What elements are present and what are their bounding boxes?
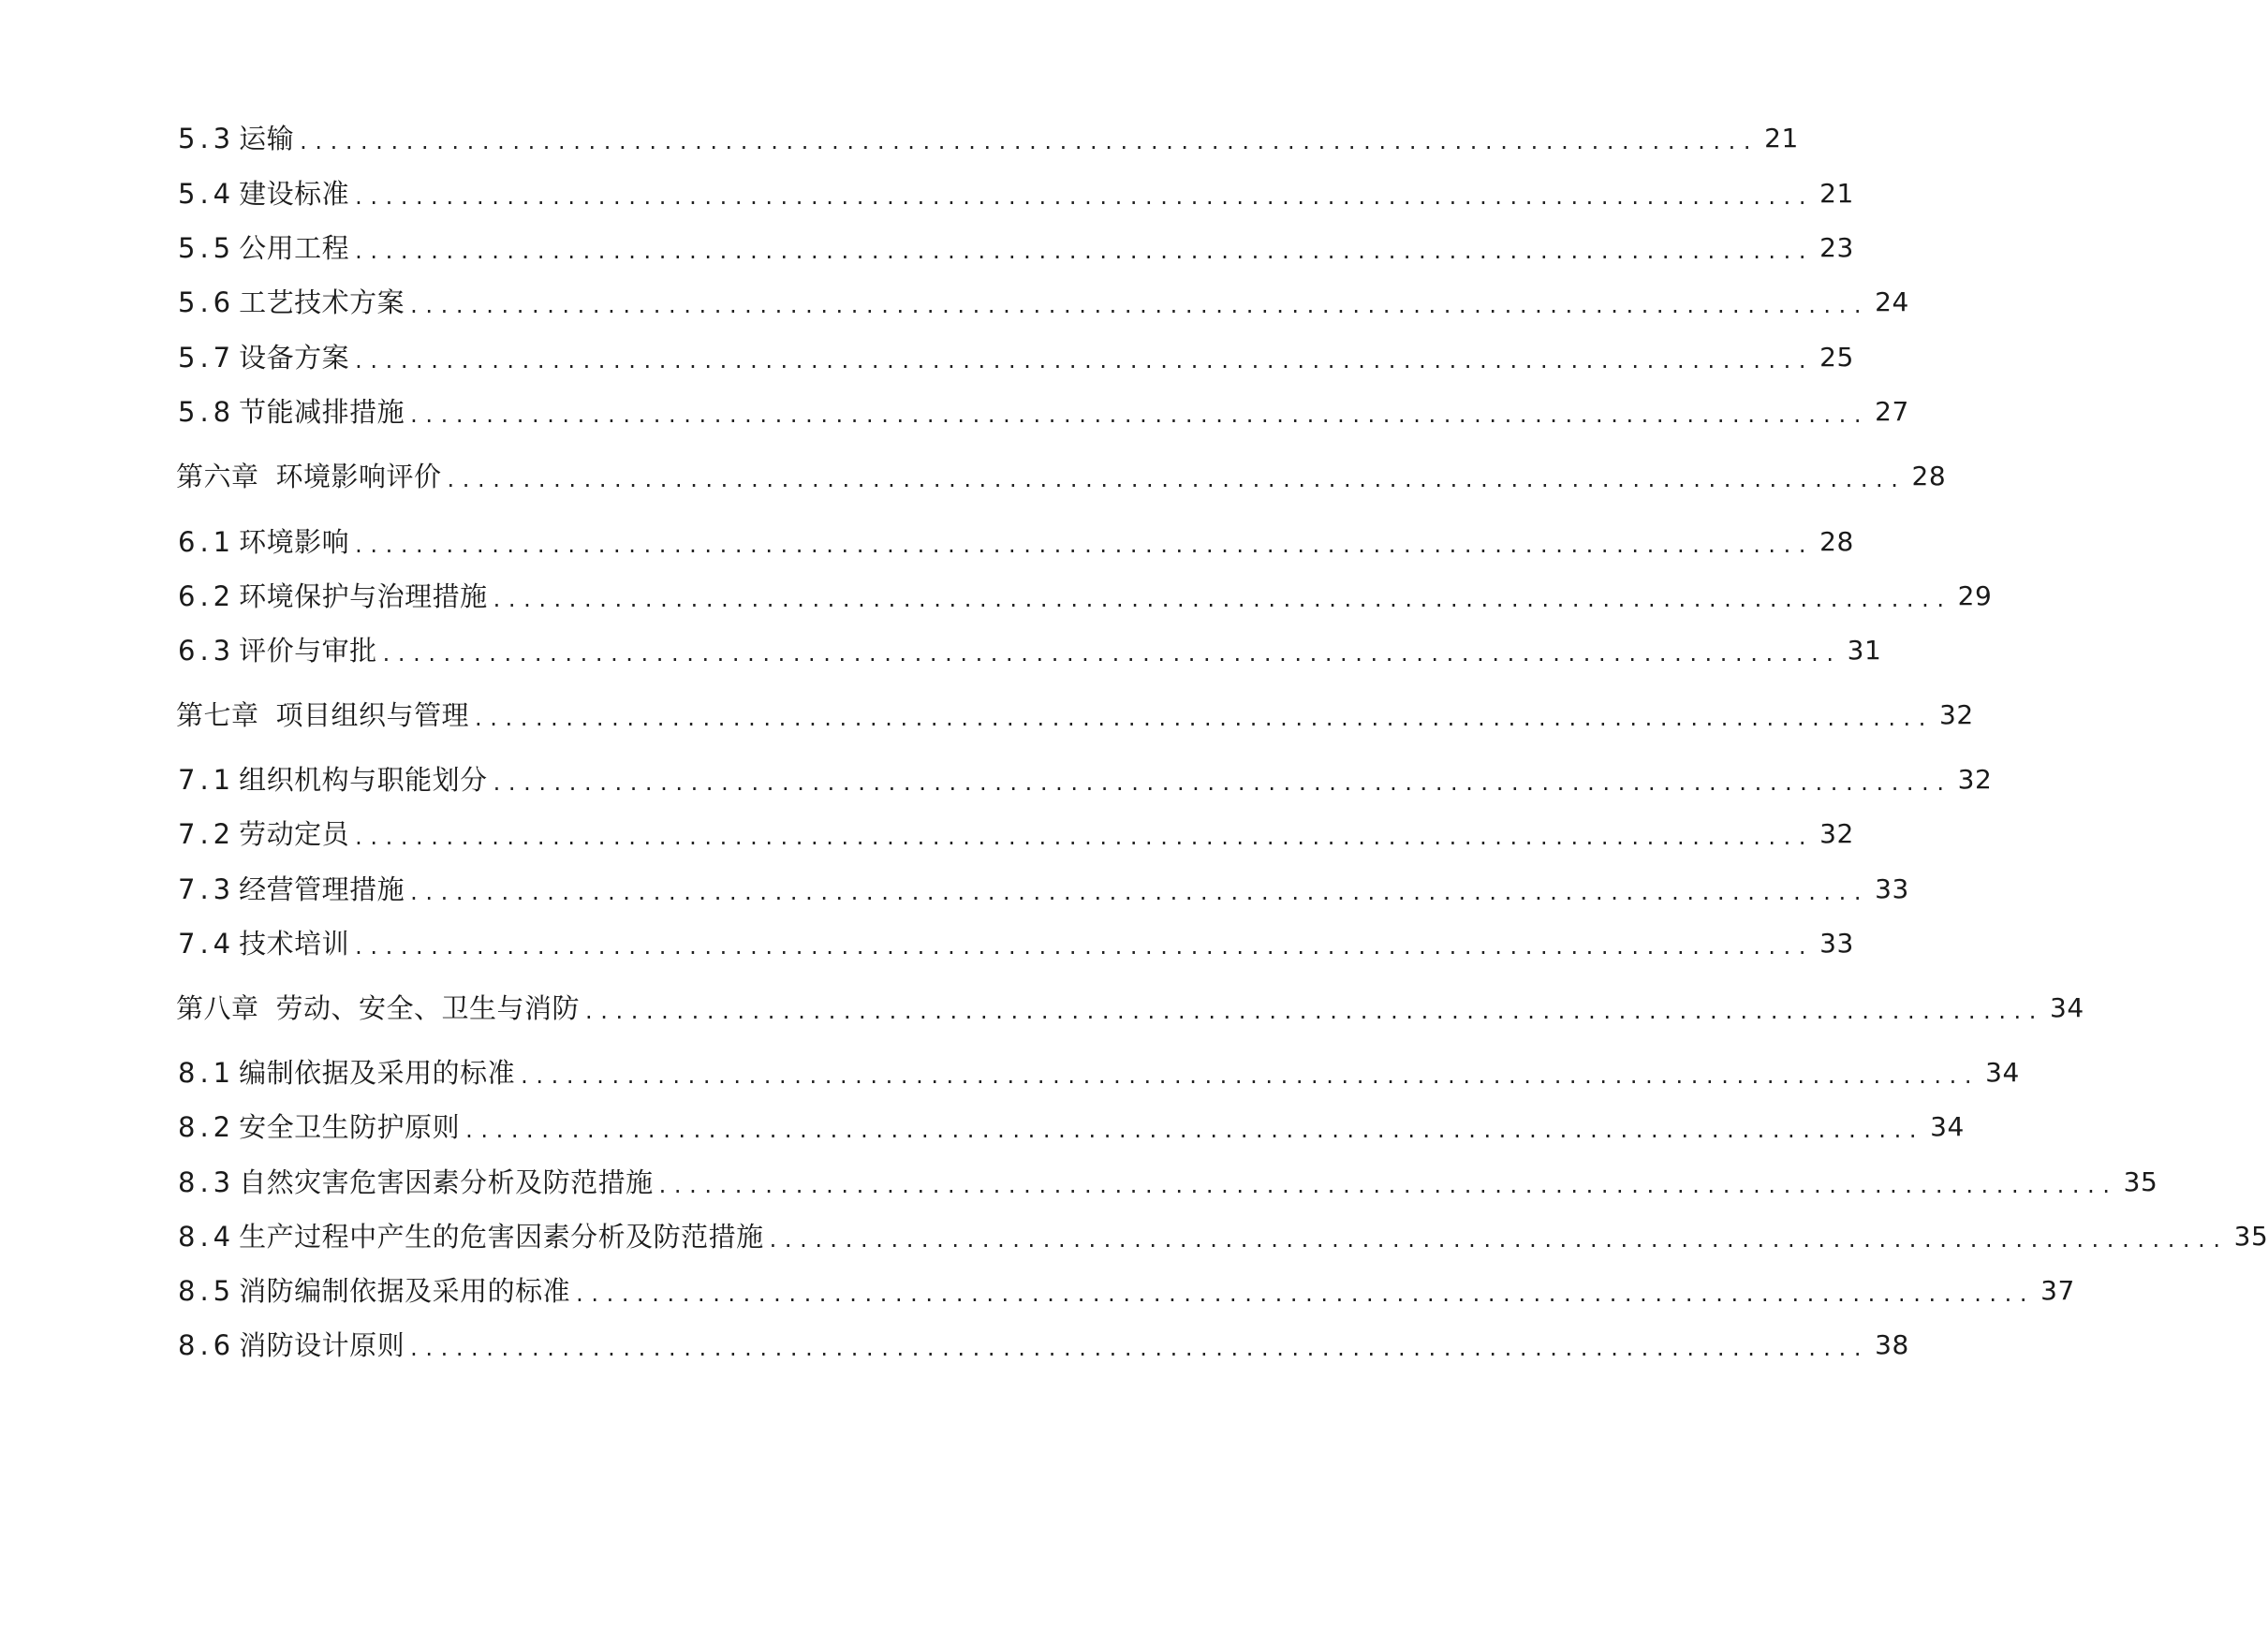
dot-leader: ................................................................................................	[769, 1226, 2229, 1253]
dot-leader: ................................................................................................	[493, 770, 1952, 796]
page-number: 35	[2123, 1166, 2158, 1197]
dot-leader: ................................................................................................	[355, 933, 1815, 960]
toc-entry-label: 8.3 自然灾害危害因素分析及防范措施	[178, 1166, 654, 1198]
dot-leader: ................................................................................................	[521, 1063, 1981, 1089]
page-number: 32	[1819, 818, 1854, 849]
toc-entry-6-3[interactable]	[178, 630, 1882, 671]
toc-entry-7-4[interactable]	[178, 923, 1854, 964]
dot-leader: ................................................................................................	[355, 824, 1815, 850]
dot-leader: ................................................................................................	[355, 183, 1815, 210]
page-number: 29	[1957, 580, 1993, 611]
toc-entry-label: 5.3 运输	[178, 123, 295, 154]
dot-leader: ................................................................................................	[576, 1281, 2036, 1307]
toc-entry-8-5[interactable]	[178, 1270, 2075, 1312]
page-number: 32	[1957, 764, 1993, 795]
toc-entry-5-7[interactable]	[178, 337, 1854, 378]
dot-leader: ................................................................................................	[465, 1117, 1925, 1143]
toc-entry-5-4[interactable]	[178, 173, 1854, 214]
dot-leader: ................................................................................................	[658, 1172, 2118, 1198]
toc-entry-6-2[interactable]	[178, 576, 1993, 617]
toc-entry-8-6[interactable]	[178, 1325, 1909, 1366]
toc-entry-label: 第六章 环境影响评价	[176, 461, 442, 492]
toc-entry-5-8[interactable]	[178, 391, 1909, 432]
page-number: 34	[1930, 1111, 1965, 1142]
toc-entry-7-2[interactable]	[178, 814, 1854, 855]
dot-leader: ................................................................................................	[585, 998, 2045, 1024]
page-number: 38	[1875, 1329, 1909, 1360]
toc-entry-label: 8.4 生产过程中产生的危害因素分析及防范措施	[178, 1221, 764, 1253]
toc-entry-5-5[interactable]	[178, 227, 1854, 269]
dot-leader: ................................................................................................	[410, 402, 1870, 428]
toc-entry-5-6[interactable]	[178, 282, 1909, 323]
page-number: 21	[1764, 123, 1799, 154]
dot-leader: ................................................................................................	[410, 292, 1870, 318]
page-number: 32	[1939, 699, 1974, 730]
toc-entry-8-4[interactable]	[178, 1216, 2268, 1257]
page-number: 28	[1911, 461, 1947, 491]
page-number: 24	[1875, 286, 1909, 317]
page-number: 33	[1819, 928, 1854, 959]
dot-leader: ................................................................................................	[410, 879, 1870, 905]
dot-leader: ................................................................................................	[355, 347, 1815, 374]
page-number: 37	[2040, 1275, 2075, 1306]
page-number: 31	[1847, 635, 1882, 666]
dot-leader: ................................................................................................	[410, 1335, 1870, 1361]
toc-entry-label: 7.2 劳动定员	[178, 818, 350, 850]
toc-entry-label: 6.1 环境影响	[178, 526, 350, 558]
dot-leader: ................................................................................................	[300, 128, 1760, 154]
toc-entry-label: 8.5 消防编制依据及采用的标准	[178, 1275, 571, 1307]
toc-entry-label: 5.7 设备方案	[178, 342, 350, 374]
dot-leader: ................................................................................................	[355, 532, 1815, 558]
toc-entry-label: 第七章 项目组织与管理	[176, 699, 470, 731]
toc-entry-label: 第八章 劳动、安全、卫生与消防	[176, 992, 581, 1024]
toc-entry-label: 8.2 安全卫生防护原则	[178, 1111, 461, 1143]
toc-entry-label: 7.3 经营管理措施	[178, 873, 405, 905]
toc-entry-8-2[interactable]	[178, 1107, 1965, 1148]
toc-entry-label: 6.2 环境保护与治理措施	[178, 580, 488, 612]
toc-entry-label: 8.6 消防设计原则	[178, 1329, 405, 1361]
toc-entry-label: 5.4 建设标准	[178, 178, 350, 210]
toc-entry-label: 5.8 节能减排措施	[178, 396, 405, 428]
toc-entry-label: 5.5 公用工程	[178, 232, 350, 264]
dot-leader: ................................................................................................	[475, 705, 1935, 731]
page-number: 33	[1875, 873, 1909, 904]
toc-entry-7-1[interactable]	[178, 759, 1993, 800]
toc-entry-5-3[interactable]	[178, 118, 1799, 159]
page-number: 35	[2233, 1221, 2268, 1252]
page-number: 28	[1819, 526, 1854, 557]
page-number: 21	[1819, 178, 1854, 209]
toc-entry-6-1[interactable]	[178, 521, 1854, 563]
page-number: 34	[1985, 1057, 2020, 1088]
dot-leader: ................................................................................................	[447, 466, 1907, 492]
toc-entry-label: 8.1 编制依据及采用的标准	[178, 1057, 516, 1089]
page-number: 25	[1819, 342, 1854, 373]
toc-chapter-8[interactable]	[176, 988, 2084, 1029]
dot-leader: ................................................................................................	[355, 238, 1815, 264]
dot-leader: ................................................................................................	[493, 586, 1952, 612]
toc-entry-label: 7.4 技术培训	[178, 928, 350, 960]
page-number: 23	[1819, 232, 1854, 263]
page-number: 27	[1875, 396, 1909, 427]
toc-chapter-7[interactable]	[176, 695, 1974, 736]
toc-entry-label: 7.1 组织机构与职能划分	[178, 764, 488, 796]
toc-entry-label: 6.3 评价与审批	[178, 635, 377, 667]
toc-chapter-6[interactable]	[176, 456, 1947, 497]
page-number: 34	[2050, 992, 2084, 1023]
toc-entry-label: 5.6 工艺技术方案	[178, 286, 405, 318]
toc-entry-8-3[interactable]	[178, 1162, 2158, 1203]
dot-leader: ................................................................................................	[382, 640, 1842, 667]
toc-entry-7-3[interactable]	[178, 869, 1909, 910]
toc-entry-8-1[interactable]	[178, 1052, 2020, 1093]
